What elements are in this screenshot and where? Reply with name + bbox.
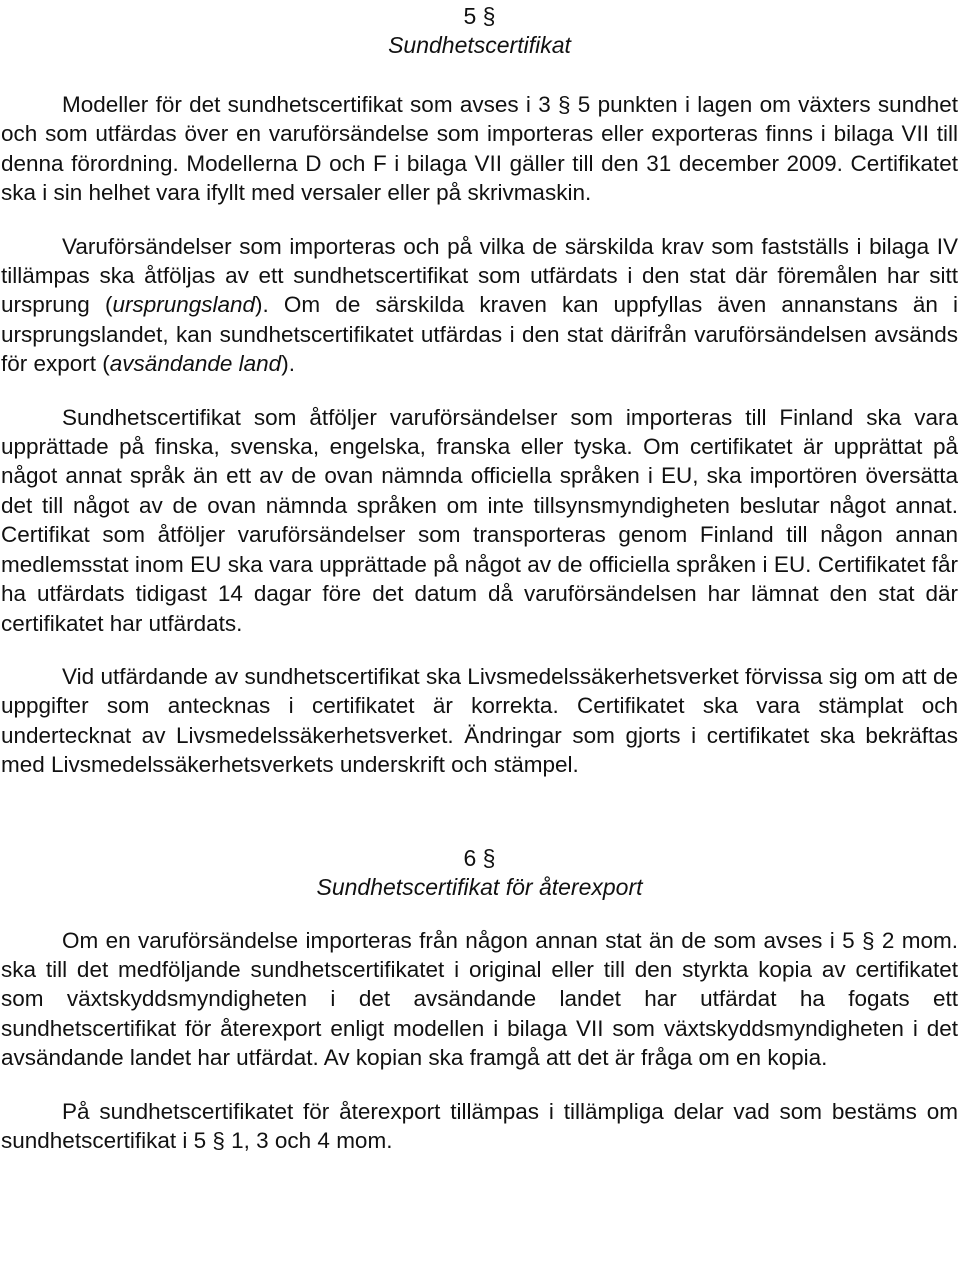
paragraph-text: Vid utfärdande av sundhetscertifikat ska Livsmedelssäkerhetsverket förvissa sig om att de uppgifter som antecknas i certifikatet är korrekta. Certifikatet ska vara stämplat och undertecknat av Livsmedelssäkerhetsverket. Ändringar som gjorts i certifikatet ska bekräftas med Livsmedelssäkerhetsverkets underskrift och stämpel. xyxy=(1,663,958,778)
paragraph xyxy=(1,232,958,379)
section-number: 6 § xyxy=(463,844,496,871)
paragraph-text: ). xyxy=(255,292,284,318)
section-title: Sundhetscertifikat xyxy=(388,32,571,58)
paragraph xyxy=(1,926,958,1073)
paragraph xyxy=(1,90,958,208)
italic-term: avsändande land xyxy=(109,351,282,377)
paragraph xyxy=(1,662,958,780)
paragraph-text: Modeller för det sundhetscertifikat som avses i 3 § 5 punkten i lagen om växters sundhet och som utfärdas över en varuförsändelse som importeras eller exporteras finns i bilaga VII till denna förordning. Modellerna D och F i bilaga VII gäller till den 31 december 2009. Certifikatet ska i sin helhet vara ifyllt med versaler eller på skrivmaskin. xyxy=(1,92,958,206)
paragraph xyxy=(1,1097,958,1156)
paragraph-text: Varuförsändelser som importeras och på vilka de särskilda krav som fastställs i bilaga IV tillämpas ska åtföljas av ett sundhetscertifikat som utfärdats i den stat där föremålen har sitt ursprung ( xyxy=(1,233,958,318)
italic-term: ursprungsland xyxy=(112,292,256,318)
paragraph-text: Sundhetscertifikat som åtföljer varuförsändelser som importeras till Finland ska vara upprättade på finska, svenska, engelska, franska eller tyska. Om certifikatet är upprättat på något annat språk än ett av de ovan nämnda officiella språken i EU, ska importören översätta det till något av de ovan nämnda språken om inte tillsynsmyndigheten beslutar något annat. Certifikat som åtföljer varuförsändelser som transporteras genom Finland till någon annan medlemsstat inom EU ska vara upprättade på något av de officiella språken i EU. Certifikatet får ha utfärdats tidigast 14 dagar före det datum då varuförsändelsen har lämnat den stat där certifikatet har utfärdats. xyxy=(1,404,958,636)
section-number: 5 § xyxy=(463,3,496,29)
paragraph xyxy=(1,403,958,638)
paragraph-text: Om de särskilda kraven kan uppfyllas även annanstans än i ursprungslandet, kan sundhetscertifikatet utfärdas i den stat därifrån varuförsändelsen avsänds för export ( xyxy=(1,292,958,377)
paragraph-text: Om en varuförsändelse importeras från någon annan stat än de som avses i 5 § 2 mom. ska till det medföljande sundhetscertifikatet i original eller till den styrkta kopia av certifikatet som växtskyddsmyndigheten i det avsändande landet har utfärdat ha fogats ett sundhetscertifikat för återexport enligt modellen i bilaga VII som växtskyddsmyndigheten i det avsändande landet har utfärdat. Av kopian ska framgå att det är fråga om en kopia. xyxy=(1,927,958,1071)
paragraph-text: ). xyxy=(281,351,295,377)
section-title: Sundhetscertifikat för återexport xyxy=(316,873,643,900)
section-6 xyxy=(1,844,958,1156)
paragraph-text: På sundhetscertifikatet för återexport tillämpas i tillämpliga delar vad som bestäms om sundhetscertifikat i 5 § 1, 3 och 4 mom. xyxy=(1,1098,958,1153)
section-5 xyxy=(1,0,958,780)
